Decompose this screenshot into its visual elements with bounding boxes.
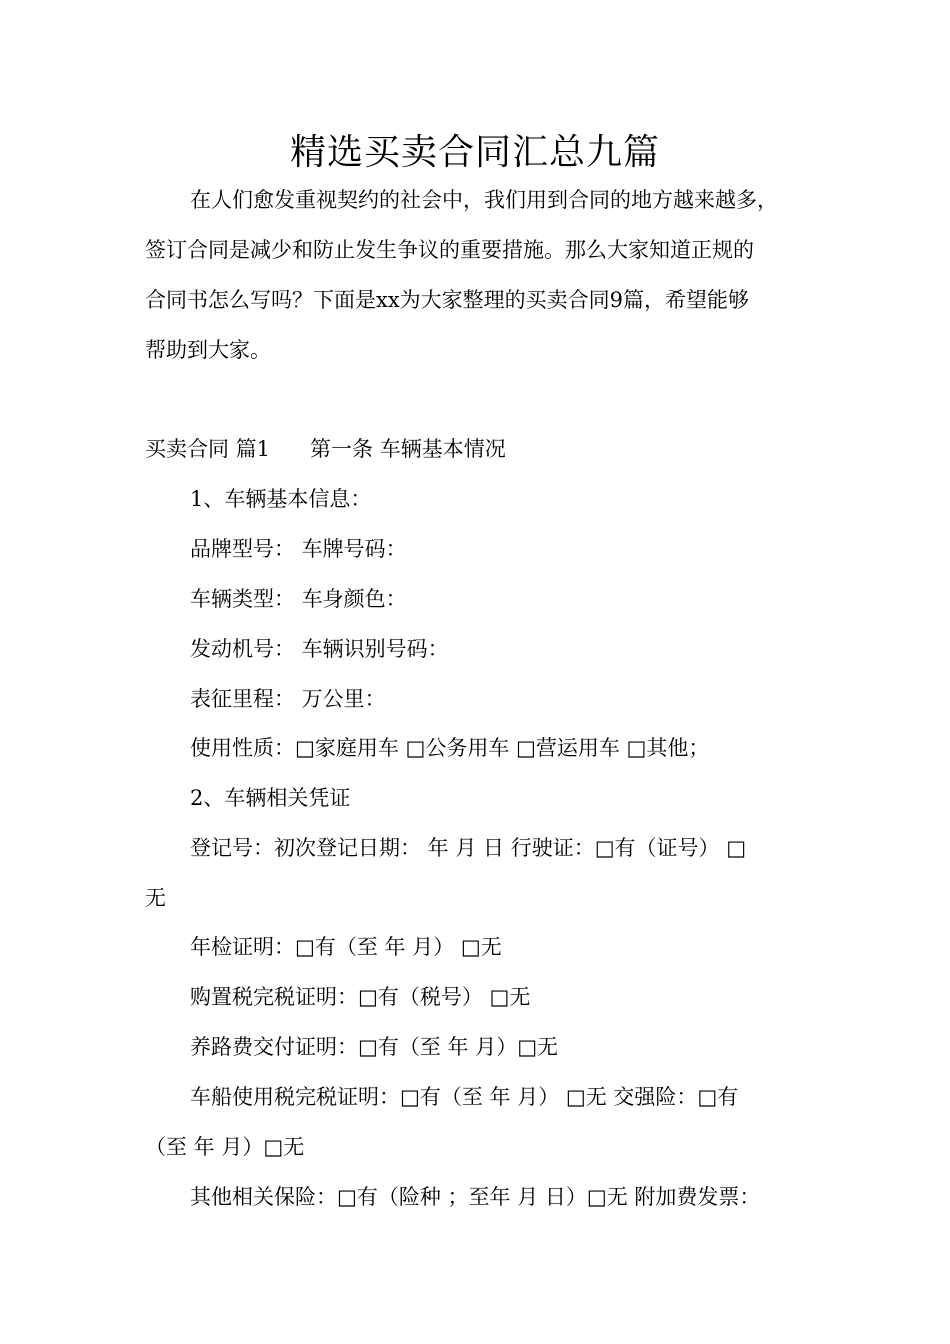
intro-line-1: 在人们愈发重视契约的社会中，我们用到合同的地方越来越多， [190,188,778,212]
intro-line-3: 合同书怎么写吗？下面是xx为大家整理的买卖合同9篇，希望能够 [145,288,750,312]
road-fee-line: 养路费交付证明：□有（至 年 月）□无 [190,1035,559,1059]
section-label: 买卖合同 篇1 [145,437,271,461]
purchase-tax-line: 购置税完税证明：□有（税号） □无 [190,985,531,1009]
intro-line-2: 签订合同是减少和防止发生争议的重要措施。那么大家知道正规的 [145,238,754,262]
usage-line: 使用性质：□家庭用车 □公务用车 □营运用车 □其他； [190,736,710,760]
vehicle-info-header: 1、车辆基本信息： [190,487,372,511]
type-color-line: 车辆类型： 车身颜色： [190,587,407,611]
other-insurance-line: 其他相关保险：□有（险种 ；至年 月 日）□无 附加费发票： [190,1185,761,1209]
intro-line-4: 帮助到大家。 [145,338,271,362]
engine-vin-line: 发动机号： 车辆识别号码： [190,637,449,661]
vessel-tax-line: 车船使用税完税证明：□有（至 年 月） □无 交强险：□有 [190,1085,739,1109]
vessel-tax-line-cont: （至 年 月）□无 [145,1135,305,1159]
registration-line: 登记号：初次登记日期： 年 月 日 行驶证：□有（证号） □ [190,836,747,860]
registration-line-cont: 无 [145,886,166,910]
section-heading [145,434,506,464]
mileage-line: 表征里程： 万公里： [190,687,386,711]
brand-plate-line: 品牌型号： 车牌号码： [190,537,407,561]
document-title: 精选买卖合同汇总九篇 [289,132,660,173]
annual-inspection-line: 年检证明：□有（至 年 月） □无 [190,935,502,959]
documents-header: 2、车辆相关凭证 [190,786,351,810]
article-title: 第一条 车辆基本情况 [310,437,506,461]
